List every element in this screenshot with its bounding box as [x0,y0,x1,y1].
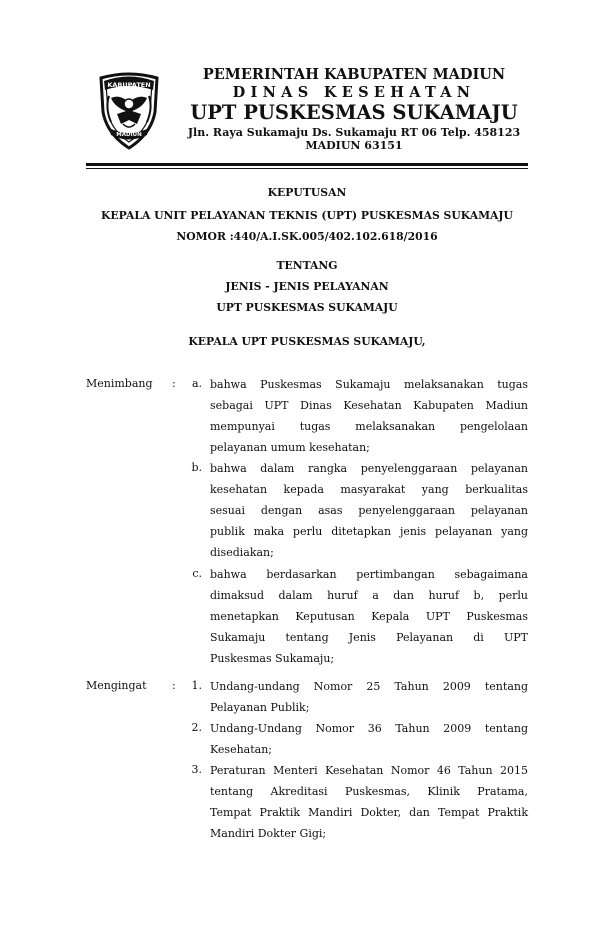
about-heading: TENTANG [276,259,338,272]
text-line: menetapkan Keputusan Kepala UPT Puskesmas [210,610,528,623]
text-line: Puskesmas Sukamaju; [210,652,335,665]
address-line: Jln. Raya Sukamaju Ds. Sukamaju RT 06 Telp. 458123 [187,125,521,139]
letterhead-text [168,66,540,151]
text-line: Undang-Undang Nomor 36 Tahun 2009 tentang [210,722,528,735]
text-line: Pelayanan Publik; [210,701,310,714]
text-line: Sukamaju tentang Jenis Pelayanan di UPT [210,631,528,644]
text-line: bahwa berdasarkan pertimbangan sebagaimana [210,568,528,581]
text-line: sesuai dengan asas penyelenggaraan pelayanan [210,504,528,517]
decree-number: NOMOR :440/A.I.SK.005/402.102.618/2016 [176,230,438,243]
emblem-bottom-text: MADIUN [116,132,142,138]
text-line: Peraturan Menteri Kesehatan Nomor 46 Tahun 2015 [210,764,528,777]
regency-emblem-icon [93,68,165,152]
menimbang-item-b [210,461,528,566]
text-line: publik maka perlu ditetapkan jenis pelayanan yang [210,525,528,538]
text-line: tentang Akreditasi Puskesmas, Klinik Pratama, [210,785,528,798]
mengingat-item-2-marker: 2. [191,721,202,734]
issuer-title: KEPALA UNIT PELAYANAN TEKNIS (UPT) PUSKESMAS SUKAMAJU [101,209,513,222]
menimbang-item-c [210,567,528,672]
mengingat-item-3-marker: 3. [191,763,202,776]
text-line: bahwa dalam rangka penyelenggaraan pelayanan [210,462,528,475]
text-line: pelayanan umum kesehatan; [210,441,370,454]
text-line: dimaksud dalam huruf a dan huruf b, perlu [210,589,528,602]
text-line: disediakan; [210,546,274,559]
mengingat-label: Mengingat [86,679,147,692]
government-name: PEMERINTAH KABUPATEN MADIUN [202,66,506,83]
institution-name: UPT PUSKESMAS SUKAMAJU [190,101,518,124]
decree-heading: KEPUTUSAN [267,186,347,199]
text-line: Kesehatan; [210,743,272,756]
mengingat-item-2 [210,721,528,763]
city-postcode: MADIUN 63151 [305,138,403,152]
text-line: Mandiri Dokter Gigi; [210,827,327,840]
mengingat-item-1-marker: 1. [191,679,202,692]
text-line: Tempat Praktik Mandiri Dokter, dan Tempat Praktik [210,806,528,819]
menimbang-item-a-marker: a. [191,377,202,390]
emblem-top-text: KABUPATEN [107,81,151,89]
subject-line-1: JENIS - JENIS PELAYANAN [225,280,389,293]
menimbang-colon: : [172,377,176,390]
menimbang-item-a [210,377,528,461]
mengingat-item-3 [210,763,528,847]
menimbang-item-c-marker: c. [192,567,202,580]
letterhead-divider-thick [86,163,528,166]
letterhead [0,0,612,172]
mengingat-item-1 [210,679,528,721]
subject-line-2: UPT PUSKESMAS SUKAMAJU [216,301,398,314]
department-name: DINAS KESEHATAN [232,83,476,101]
text-line: sebagai UPT Dinas Kesehatan Kabupaten Madiun [210,399,528,412]
text-line: Undang-undang Nomor 25 Tahun 2009 tentang [210,680,528,693]
mengingat-colon: : [172,679,176,692]
text-line: kesehatan kepada masyarakat yang berkualitas [210,483,528,496]
letterhead-divider-thin [86,168,528,169]
menimbang-item-b-marker: b. [191,461,202,474]
text-line: mempunyai tugas melaksanakan pengelolaan [210,420,528,433]
issuer-signature-heading: KEPALA UPT PUSKESMAS SUKAMAJU, [188,335,426,348]
menimbang-label: Menimbang [86,377,153,390]
text-line: bahwa Puskesmas Sukamaju melaksanakan tugas [210,378,528,391]
